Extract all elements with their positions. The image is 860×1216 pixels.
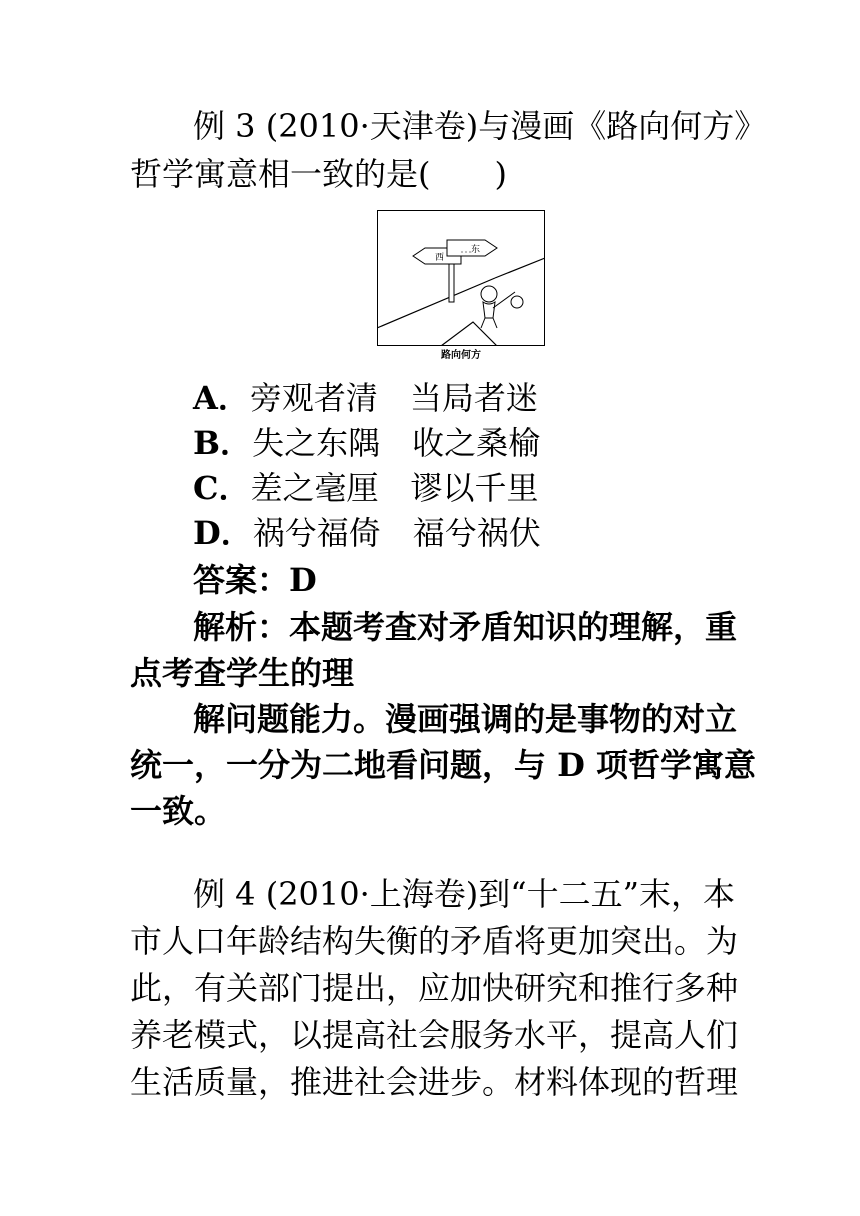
option-a-text: 旁观者清 当局者迷 [249,379,538,417]
option-b-text: 失之东隅 收之桑榆 [252,424,541,462]
comic-caption: 路向何方 [441,350,481,361]
option-c-text: 差之毫厘 谬以千里 [250,469,539,507]
example4-line4: 养老模式，以提高社会服务水平，提高人们 [130,1016,739,1054]
option-a [193,378,538,418]
analysis-line2: 点考查学生的理 [130,654,355,692]
example3-question-line2: 哲学寓意相一致的是( ) [130,155,507,193]
example3-question-line1: 例 3 (2010·天津卷)与漫画《路向何方》 [193,107,767,145]
person-body [483,302,495,318]
analysis-line1: 解析：本题考查对矛盾知识的理解，重 [193,608,738,646]
comic-illustration [377,210,545,346]
example4-line2: 市人口年龄结构失衡的矛盾将更加突出。为 [130,922,739,960]
option-b [193,423,540,463]
option-c [193,468,539,508]
person-head [481,286,497,302]
example4-line1: 例 4 (2010·上海卷)到“十二五”末，本 [193,875,736,913]
option-c-label: C． [193,469,251,507]
option-d [193,513,541,553]
option-a-label: A． [193,379,250,417]
option-b-label: B． [193,424,253,462]
option-d-text: 祸兮福倚 福兮祸伏 [252,514,541,552]
option-d-label: D． [193,514,253,552]
analysis-line5: 一致。 [130,792,227,830]
sign-west-label: 西 [435,253,445,263]
comic-frame [378,211,545,346]
example4-line5: 生活质量，推进社会进步。材料体现的哲理 [130,1063,739,1101]
example4-line3: 此，有关部门提出，应加快研究和推行多种 [130,969,739,1007]
example3-answer: 答案：D [193,561,317,599]
analysis-line4: 统一，一分为二地看问题，与 D 项哲学寓意 [130,746,757,784]
bindle-bag [511,296,523,308]
sign-east-label: 东 [471,245,481,255]
analysis-line3: 解问题能力。漫画强调的是事物的对立 [193,700,738,738]
